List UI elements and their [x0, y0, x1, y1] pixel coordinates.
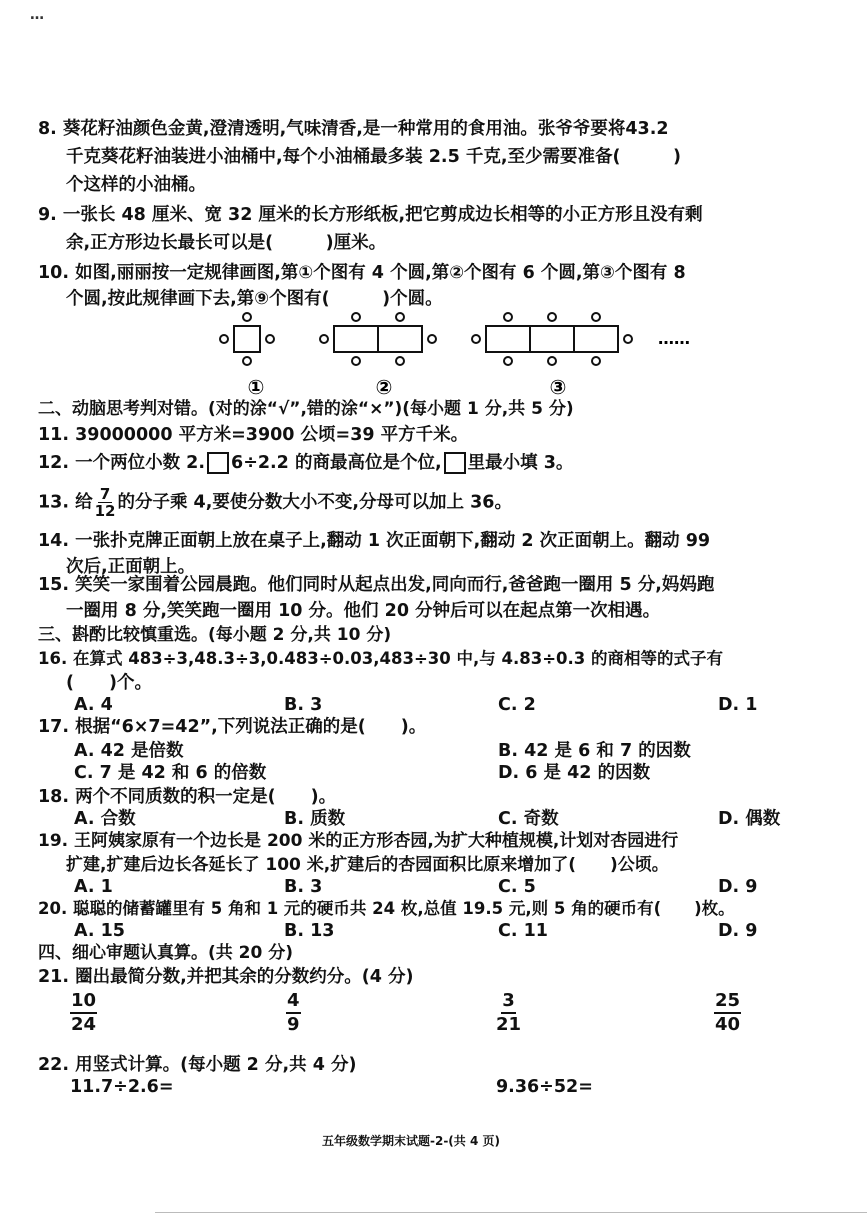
q21-frac1-den: 24: [71, 1014, 97, 1035]
q19-line1: 19. 王阿姨家原有一个边长是 200 米的正方形杏园,为扩大种植规模,计划对杏园进行: [38, 831, 679, 851]
q12-suffix: 里最小填 3。: [467, 453, 574, 473]
q17-option-a: A. 42 是倍数: [74, 741, 184, 761]
q19-option-a: A. 1: [74, 877, 113, 897]
q21-frac4-den: 40: [715, 1014, 741, 1035]
q8-line1: 8. 葵花籽油颜色金黄,澄清透明,气味清香,是一种常用的食用油。张爷爷要将43.2: [38, 119, 669, 139]
q15-line1: 15. 笑笑一家围着公园晨跑。他们同时从起点出发,同向而行,爸爸跑一圈用 5 分,妈妈跑: [38, 575, 715, 595]
q22-line1: 22. 用竖式计算。(每小题 2 分,共 4 分): [38, 1055, 357, 1075]
q17-option-c: C. 7 是 42 和 6 的倍数: [74, 763, 267, 783]
q10-line1: 10. 如图,丽丽按一定规律画图,第①个图有 4 个圆,第②个图有 6 个圆,第③个图有 8: [38, 263, 686, 283]
q13-suffix: 的分子乘 4,要使分数大小不变,分母可以加上 36。: [117, 492, 512, 513]
q13-fraction: [95, 486, 116, 519]
q15-line2: 一圈用 8 分,笑笑跑一圈用 10 分。他们 20 分钟后可以在起点第一次相遇。: [66, 601, 661, 621]
q12-line: [38, 452, 573, 474]
q18-option-a: A. 合数: [74, 809, 136, 829]
q13-prefix: 13. 给: [38, 492, 93, 513]
q16-option-d: D. 1: [718, 695, 758, 715]
q17-option-d: D. 6 是 42 的因数: [498, 763, 651, 783]
q22-expr2: 9.36÷52=: [496, 1077, 593, 1097]
q14-line2: 次后,正面朝上。: [66, 557, 196, 577]
q12-middle: 6÷2.2 的商最高位是个位,: [231, 453, 442, 473]
section2-title: 二、动脑思考判对错。(对的涂“√”,错的涂“×”)(每小题 1 分,共 5 分): [38, 399, 574, 419]
q12-blank-box-2: [444, 452, 466, 474]
q21-frac3-den: 21: [496, 1014, 522, 1035]
q20-option-d: D. 9: [718, 921, 758, 941]
q16-line2: ( )个。: [66, 673, 152, 693]
q11-line1: 11. 39000000 平方米=3900 公顷=39 平方千米。: [38, 425, 469, 445]
q16-line1: 16. 在算式 483÷3,48.3÷3,0.483÷0.03,483÷30 中,与 4.83÷0.3 的商相等的式子有: [38, 649, 724, 668]
section4-title: 四、细心审题认真算。(共 20 分): [38, 943, 294, 963]
q13-frac-num: 7: [99, 485, 111, 503]
q13-frac-den: 12: [94, 502, 116, 520]
q16-option-b: B. 3: [284, 695, 323, 715]
q18-line1: 18. 两个不同质数的积一定是( )。: [38, 787, 337, 807]
q21-fraction-1: [70, 990, 97, 1036]
q18-option-d: D. 偶数: [718, 809, 781, 829]
q20-option-a: A. 15: [74, 921, 125, 941]
figure-3-shape: [472, 313, 632, 365]
q9-line2: 余,正方形边长最长可以是( )厘米。: [66, 233, 387, 253]
q10-line2: 个圆,按此规律画下去,第⑨个图有( )个圆。: [66, 289, 443, 309]
q19-option-d: D. 9: [718, 877, 758, 897]
q8-line3: 个这样的小油桶。: [66, 175, 206, 195]
q17-line1: 17. 根据“6×7=42”,下列说法正确的是( )。: [38, 717, 427, 737]
q18-option-c: C. 奇数: [498, 809, 559, 829]
figure-1-shape: [220, 313, 274, 365]
fig-label-3: ③: [549, 375, 567, 399]
q16-option-c: C. 2: [498, 695, 536, 715]
q19-option-b: B. 3: [284, 877, 323, 897]
q12-blank-box: [207, 452, 229, 474]
q19-option-c: C. 5: [498, 877, 536, 897]
q17-option-b: B. 42 是 6 和 7 的因数: [498, 741, 691, 761]
header-fragment: …: [30, 7, 44, 23]
q8-line2: 千克葵花籽油装进小油桶中,每个小油桶最多装 2.5 千克,至少需要准备( ): [66, 147, 681, 167]
q18-option-b: B. 质数: [284, 809, 346, 829]
fig-ellipsis: ……: [658, 329, 690, 348]
q21-frac3-num: 3: [501, 990, 516, 1014]
q14-line1: 14. 一张扑克牌正面朝上放在桌子上,翻动 1 次正面朝下,翻动 2 次正面朝上。翻动 99: [38, 531, 711, 551]
q21-frac1-num: 10: [70, 990, 97, 1014]
q19-line2: 扩建,扩建后边长各延长了 100 米,扩建后的杏园面积比原来增加了( )公顷。: [66, 855, 669, 875]
q9-line1: 9. 一张长 48 厘米、宽 32 厘米的长方形纸板,把它剪成边长相等的小正方形且没有剩: [38, 205, 703, 225]
q20-option-c: C. 11: [498, 921, 548, 941]
bottom-edge-line: [155, 1212, 867, 1213]
q21-fraction-3: [496, 990, 521, 1036]
q21-line1: 21. 圈出最简分数,并把其余的分数约分。(4 分): [38, 967, 414, 987]
section3-title: 三、斟酌比较慎重选。(每小题 2 分,共 10 分): [38, 625, 392, 645]
q20-line1: 20. 聪聪的储蓄罐里有 5 角和 1 元的硬币共 24 枚,总值 19.5 元,则 5 角的硬币有( )枚。: [38, 899, 735, 918]
q22-expr1: 11.7÷2.6=: [70, 1077, 174, 1097]
fig-label-2: ②: [375, 375, 393, 399]
q21-frac4-num: 25: [714, 990, 741, 1014]
figure-2-shape: [320, 313, 436, 365]
page-footer: 五年级数学期末试题-2-(共 4 页): [322, 1134, 500, 1148]
q20-option-b: B. 13: [284, 921, 335, 941]
fig-label-1: ①: [247, 375, 265, 399]
q21-frac2-num: 4: [286, 990, 301, 1014]
q10-pattern-figure: [210, 306, 710, 406]
q21-fraction-4: [714, 990, 741, 1036]
q21-frac2-den: 9: [287, 1014, 300, 1035]
q16-option-a: A. 4: [74, 695, 113, 715]
q13-line: [38, 486, 512, 519]
q12-prefix: 12. 一个两位小数 2.: [38, 453, 206, 473]
q21-fraction-2: [286, 990, 301, 1036]
